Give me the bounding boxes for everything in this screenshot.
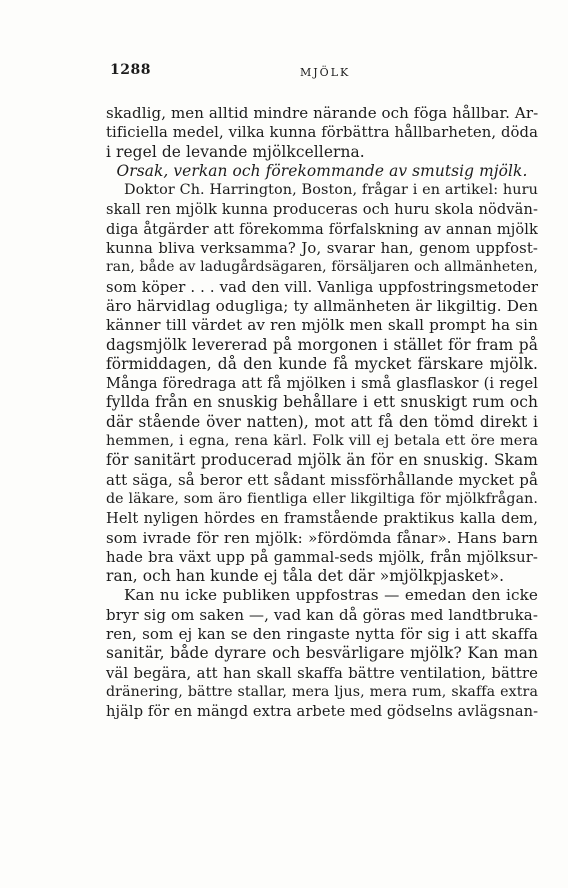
text-line: förmiddagen, då den kunde få mycket färskare mjölk. bbox=[106, 354, 538, 373]
text-line: dagsmjölk levererad på morgonen i stället för fram på bbox=[106, 335, 538, 354]
text-line: hemmen, i egna, rena kärl. Folk vill ej betala ett öre mera bbox=[106, 433, 538, 450]
text-line: ren, som ej kan se den ringaste nytta för sig i att skaffa bbox=[106, 625, 538, 644]
text-line: väl begära, att han skall skaffa bättre ventilation, bättre bbox=[106, 664, 538, 682]
text-line: att säga, så beror ett sådant missförhållande mycket på bbox=[106, 470, 538, 489]
text-line: ran, och han kunde ej tåla det där »mjölkpjasket». bbox=[106, 567, 505, 586]
section-heading: Orsak, verkan och förekommande av smutsig mjölk. bbox=[116, 161, 528, 180]
text-line: för sanitärt producerad mjölk än för en snuskig. Skam bbox=[106, 451, 538, 470]
text-line: i regel de levande mjölkcellerna. bbox=[106, 142, 365, 161]
text-line: bryr sig om saken —, vad kan då göras med landtbruka- bbox=[106, 605, 538, 624]
text-line: där stående över natten), mot att få den tömd direkt i bbox=[106, 412, 538, 431]
text-line: sanitär, både dyrare och besvärligare mjölk? Kan man bbox=[106, 644, 538, 663]
text-line: kunna bliva verksamma? Jo, svarar han, genom uppfost- bbox=[106, 240, 538, 258]
page-number: 1288 bbox=[110, 62, 151, 78]
text-line: ran, både av ladugårdsägaren, försäljaren och allmänheten, bbox=[106, 259, 538, 276]
text-line: äro härvidlag odugliga; ty allmänheten är likgiltig. Den bbox=[106, 296, 538, 315]
text-line: Helt nyligen hördes en framstående praktikus kalla dem, bbox=[106, 510, 538, 528]
text-line: Doktor Ch. Harrington, Boston, frågar i en artikel: huru bbox=[124, 182, 538, 199]
text-line: som ivrade för ren mjölk: »fördömda fånar». Hans barn bbox=[106, 528, 538, 547]
text-line: känner till värdet av ren mjölk men skall prompt ha sin bbox=[106, 316, 538, 335]
text-line: som köper . . . vad den vill. Vanliga uppfostringsmetoder bbox=[106, 278, 538, 296]
page-header bbox=[110, 62, 530, 84]
text-line: dränering, bättre stallar, mera ljus, mera rum, skaffa extra bbox=[106, 683, 538, 700]
text-line: diga åtgärder att förekomma förfalskning av annan mjölk bbox=[106, 220, 538, 238]
text-line: de läkare, som äro fientliga eller likgiltiga för mjölkfrågan. bbox=[106, 490, 538, 507]
text-line: hjälp för en mängd extra arbete med gödselns avlägsnan- bbox=[106, 703, 539, 721]
text-line: hade bra växt upp på gammal-seds mjölk, från mjölksur- bbox=[106, 548, 538, 566]
text-line: Kan nu icke publiken uppfostras — emedan den icke bbox=[124, 586, 538, 605]
body-text bbox=[106, 104, 538, 722]
text-line: fyllda från en snuskig behållare i ett snuskigt rum och bbox=[106, 393, 538, 412]
text-line: Många föredraga att få mjölken i små glasflaskor (i regel bbox=[106, 375, 538, 393]
text-line: tificiella medel, vilka kunna förbättra hållbarheten, döda bbox=[106, 124, 539, 142]
text-line: skall ren mjölk kunna produceras och huru skola nödvän- bbox=[106, 201, 538, 219]
text-line: skadlig, men alltid mindre närande och föga hållbar. Ar- bbox=[106, 104, 539, 122]
running-head: MJÖLK bbox=[300, 66, 351, 79]
